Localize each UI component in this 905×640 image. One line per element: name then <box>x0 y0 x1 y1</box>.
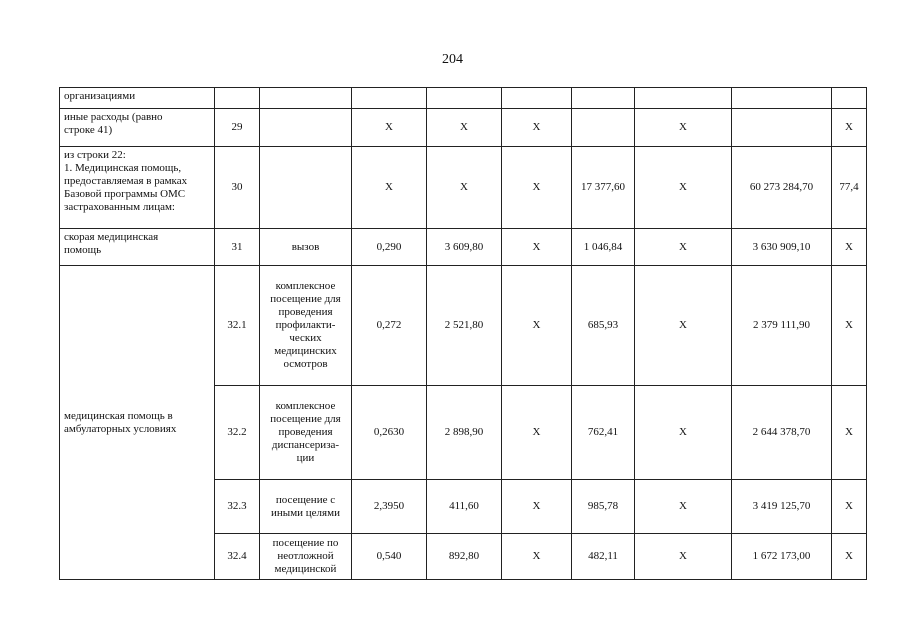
value-cell: 892,80 <box>427 534 502 580</box>
value-cell: X <box>352 109 427 147</box>
value-cell: X <box>832 229 867 266</box>
table-row <box>60 229 867 266</box>
value-cell: X <box>635 386 732 480</box>
value-cell: X <box>832 109 867 147</box>
line-number-cell: 32.2 <box>215 386 260 480</box>
page-number: 204 <box>442 52 463 67</box>
value-cell: 411,60 <box>427 480 502 534</box>
value-cell: 1 672 173,00 <box>732 534 832 580</box>
value-cell: X <box>502 109 572 147</box>
value-cell: 17 377,60 <box>572 147 635 229</box>
unit-cell: комплексное посещение для проведения диспансериза- ции <box>260 386 352 480</box>
value-cell: X <box>502 386 572 480</box>
unit-cell: посещение с иными целями <box>260 480 352 534</box>
value-cell <box>502 88 572 109</box>
value-cell: X <box>352 147 427 229</box>
value-cell: 3 419 125,70 <box>732 480 832 534</box>
table-row <box>60 266 867 386</box>
value-cell: X <box>635 147 732 229</box>
value-cell: 1 046,84 <box>572 229 635 266</box>
value-cell: X <box>832 386 867 480</box>
value-cell: 2 521,80 <box>427 266 502 386</box>
line-number-cell: 29 <box>215 109 260 147</box>
value-cell: 0,290 <box>352 229 427 266</box>
unit-cell: комплексное посещение для проведения профилакти- ческих медицинских осмотров <box>260 266 352 386</box>
value-cell: X <box>502 229 572 266</box>
value-cell <box>635 88 732 109</box>
value-cell <box>732 88 832 109</box>
value-cell: X <box>502 266 572 386</box>
row-name-cell: медицинская помощь в амбулаторных условиях <box>60 266 215 580</box>
table-row <box>60 147 867 229</box>
line-number-cell: 32.4 <box>215 534 260 580</box>
unit-cell: вызов <box>260 229 352 266</box>
value-cell: 0,540 <box>352 534 427 580</box>
value-cell <box>572 109 635 147</box>
unit-cell: посещение по неотложной медицинской <box>260 534 352 580</box>
value-cell: 3 630 909,10 <box>732 229 832 266</box>
line-number-cell: 31 <box>215 229 260 266</box>
value-cell: X <box>635 229 732 266</box>
value-cell: X <box>635 266 732 386</box>
budget-table <box>59 87 867 580</box>
unit-cell <box>260 109 352 147</box>
value-cell <box>427 88 502 109</box>
line-number-cell: 32.3 <box>215 480 260 534</box>
value-cell: X <box>427 147 502 229</box>
value-cell: 3 609,80 <box>427 229 502 266</box>
unit-cell <box>260 147 352 229</box>
value-cell: 2 898,90 <box>427 386 502 480</box>
row-name-cell: иные расходы (равно строке 41) <box>60 109 215 147</box>
value-cell: X <box>635 534 732 580</box>
table-row <box>60 109 867 147</box>
row-name-cell: из строки 22: 1. Медицинская помощь, предоставляемая в рамках Базовой программы ОМС застрахованным лицам: <box>60 147 215 229</box>
value-cell: X <box>832 480 867 534</box>
value-cell: 0,2630 <box>352 386 427 480</box>
value-cell <box>572 88 635 109</box>
table-row <box>60 88 867 109</box>
value-cell: 985,78 <box>572 480 635 534</box>
value-cell: X <box>635 109 732 147</box>
value-cell: 685,93 <box>572 266 635 386</box>
value-cell: X <box>832 534 867 580</box>
value-cell: 482,11 <box>572 534 635 580</box>
value-cell: 60 273 284,70 <box>732 147 832 229</box>
row-name-cell: организациями <box>60 88 215 109</box>
value-cell: 2 379 111,90 <box>732 266 832 386</box>
value-cell: X <box>502 534 572 580</box>
value-cell: 2,3950 <box>352 480 427 534</box>
line-number-cell: 30 <box>215 147 260 229</box>
value-cell: X <box>502 480 572 534</box>
value-cell: X <box>502 147 572 229</box>
value-cell: 77,4 <box>832 147 867 229</box>
row-name-cell: скорая медицинская помощь <box>60 229 215 266</box>
value-cell: 0,272 <box>352 266 427 386</box>
line-number-cell <box>215 88 260 109</box>
value-cell: X <box>832 266 867 386</box>
value-cell: 2 644 378,70 <box>732 386 832 480</box>
value-cell <box>352 88 427 109</box>
value-cell: X <box>635 480 732 534</box>
value-cell: X <box>427 109 502 147</box>
unit-cell <box>260 88 352 109</box>
value-cell: 762,41 <box>572 386 635 480</box>
line-number-cell: 32.1 <box>215 266 260 386</box>
value-cell <box>732 109 832 147</box>
value-cell <box>832 88 867 109</box>
